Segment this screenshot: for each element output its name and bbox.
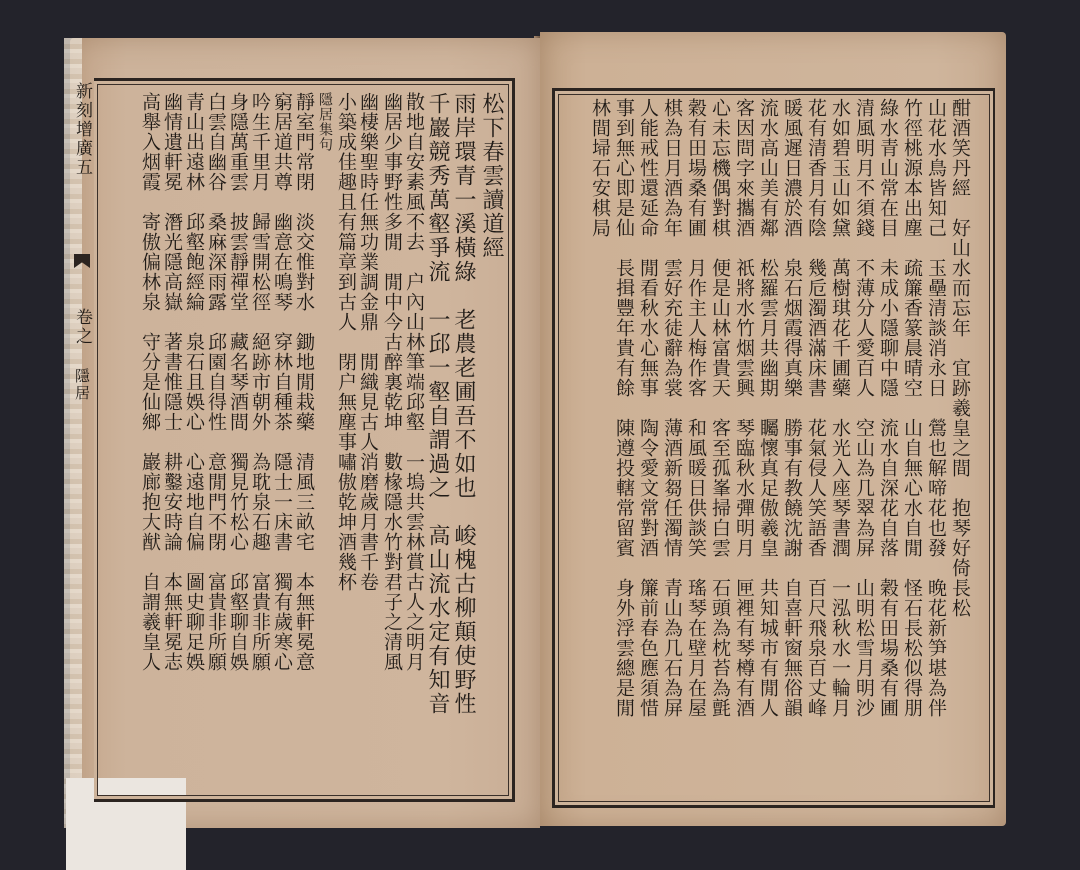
section-tag: 隱居 [73,368,91,402]
text-column: 竹徑桃源本出塵 疏簾香篆晨晴空 山自無心水自閒 怪石長松似得朋 [901,98,923,718]
text-column: 雨岸環青一溪橫綠 老農老圃吾不如也 峻槐古柳顛使野性 [451,92,476,716]
text-column: 酣酒笑丹經 好山水而忘年 宜跡羲皇之間 抱琴好倚長松 [949,98,971,618]
right-page [540,32,1006,826]
text-column: 幽棲樂聖時任無功業調金鼎 閒織見古人消磨歲月書千卷 [357,92,379,592]
text-column: 幽居少事野性多閒 閒中今古醉裏乾坤 數椽隱水竹對君子之清風 [381,92,403,672]
text-column: 客因問字來攜酒 祇將水竹烟雲興 琴臨秋水彈明月 匣裡有琴樽有酒 [733,98,755,718]
text-column: 窮居道共尊 幽意在鳴琴 穿林自種茶 隱士一床書 獨有歲寒心 [271,92,293,672]
text-column: 花有清香月有陰 幾卮濁酒滿床書 花氣侵人笑語香 百尺飛泉百丈峰 [805,98,827,718]
text-column: 小築成佳趣且有篇章到古人 閉户無塵事嘯傲乾坤酒幾杯 [335,92,357,592]
text-column: 心未忘機偶對棋 便是山林富貴天 客至孤峯掃白雲 石頭為枕苔為氈 [709,98,731,718]
text-column: 千巖競秀萬壑爭流 一邱一壑自謂過之 高山流水定有知音 [425,92,450,716]
text-column: 白雲自幽谷 桑麻深雨露 邱園自得性 意閒門不閉 富貴非所願 [205,92,227,672]
text-column: 水如碧玉山如黛 萬樹琪花千圃藥 水光入座琴書潤 一泓秋水一輪月 [829,98,851,718]
text-column: 青山出遠林 邱壑飽經綸 泉石且娛心 心遠地自偏 圖史聊足娛 [183,92,205,672]
text-column: 吟生千里月 歸雪開松徑 絕跡市朝外 為耽泉石趣 富貴非所願 [249,92,271,672]
fold-title: 新刻增廣五 [72,82,92,177]
text-column: 人能戒性還延命 閒看秋水心無事 陶令愛文常對酒 簾前春色應須惜 [637,98,659,718]
text-column: 棋為日月酒為年 雲好充徒辭為裳 薄酒新芻任濁情 青山為几石為屏 [661,98,683,718]
text-column: 暖風遲日濃於酒 泉石烟霞得真樂 勝事有教饒沈謝 自喜軒窗無俗韻 [781,98,803,718]
fold-strip [70,78,96,796]
text-column: 身隱萬重雲 披雲靜禪堂 藏名琴酒間 獨見竹松心 邱壑聊自娛 [227,92,249,672]
text-column: 綠水青山常在目 未成小隱聊中隱 流水自深花自落 穀有田場桑有圃 [877,98,899,718]
text-column: 高舉入烟霞 寄傲偏林泉 守分是仙鄉 巖廊抱大猷 自謂羲皇人 [139,92,161,672]
text-column: 流水高山美有鄰 松羅雲月共幽期 矚懷真足傲羲皇 共知城市有閒人 [757,98,779,718]
text-column: 穀有田場桑有圃 月作主人梅作客 和風暖日供談笑 瑤琴在壁月在屋 [685,98,707,718]
text-column: 山花水鳥皆知己 玉壘清談消永日 鶯也解啼花也發 晚花新笋堪為伴 [925,98,947,718]
poem-subtitle: 隱居集句 [317,92,333,152]
text-column: 事到無心即是仙 長揖豐年貴有餘 陳遵投轄常留賓 身外浮雲總是閒 [613,98,635,718]
text-column: 散地自安素風不去 户內山林筆端邱壑 一塢共雲林賞古人之明月 [403,92,425,672]
fold-subtitle: 卷之 [72,308,92,346]
fishtail-mark-icon [74,254,90,268]
poem-title: 松下春雲讀道經 [479,92,504,260]
text-column: 林間埽石安棋局 [589,98,611,238]
left-page [70,38,540,828]
text-column: 幽情遺軒冕 潛光隱高嶽 著書惟隱士 耕鑿安時論 本無軒冕志 [161,92,183,672]
text-column: 靜室門常閉 淡交惟對水 鋤地閒栽藥 清風三畝宅 本無軒冕意 [293,92,315,672]
text-column: 清風明月不須錢 不薄分人愛百人 空山為几翠為屏 山明松雪月明沙 [853,98,875,718]
